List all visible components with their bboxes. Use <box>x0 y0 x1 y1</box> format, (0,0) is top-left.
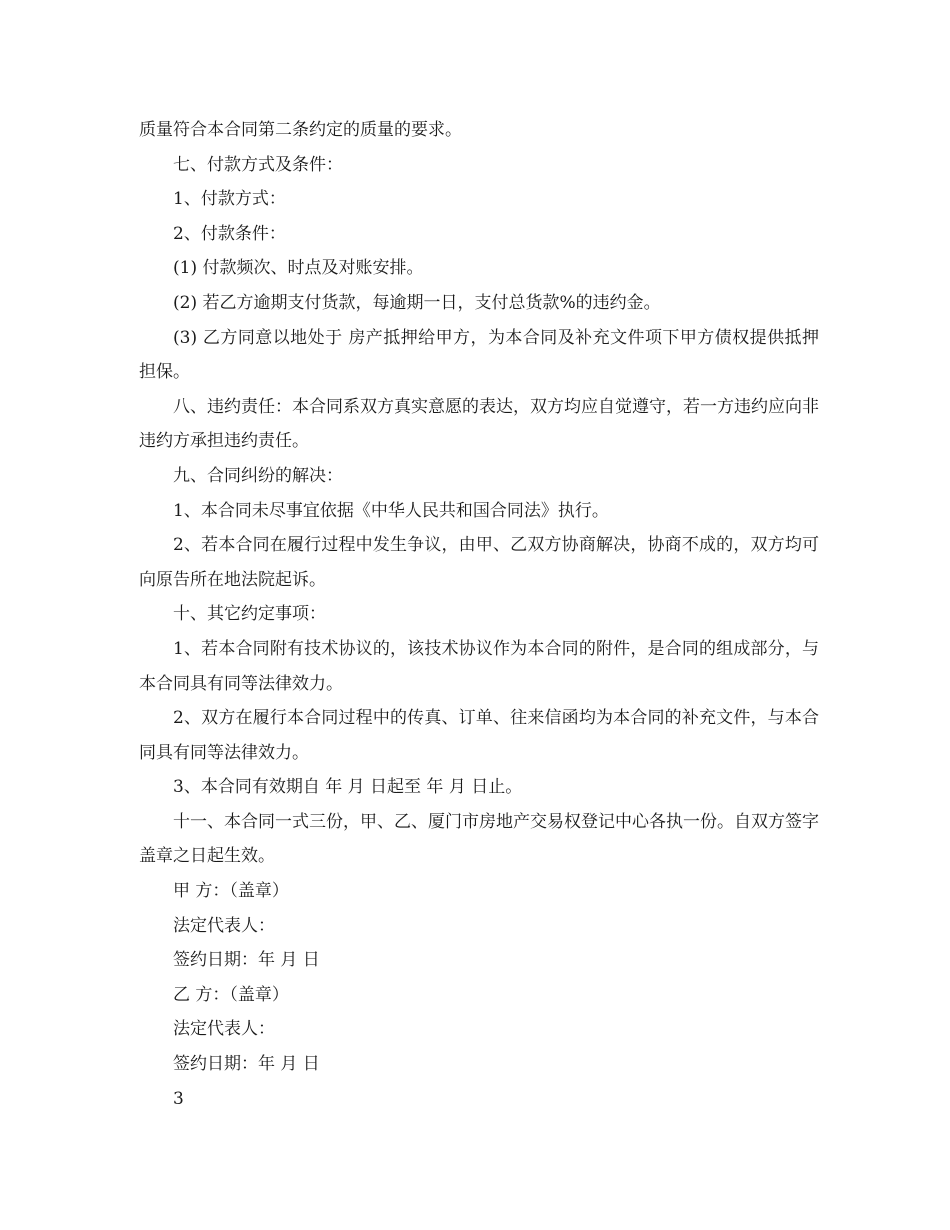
paragraph-dispute-2: 2、若本合同在履行过程中发生争议，由甲、乙双方协商解决，协商不成的，双方均可向原告所在地法院起诉。 <box>139 535 819 590</box>
paragraph-other-2: 2、双方在履行本合同过程中的传真、订单、往来信函均为本合同的补充文件，与本合同具有同等法律效力。 <box>139 708 819 763</box>
signature-party-b-date: 签约日期：年 月 日 <box>173 1054 320 1075</box>
signature-party-b-representative: 法定代表人： <box>173 1019 275 1040</box>
paragraph-breach-liability: 八、违约责任：本合同系双方真实意愿的表达，双方均应自觉遵守，若一方违约应向非违约方承担违约责任。 <box>139 396 819 452</box>
paragraph-other-3: 3、本合同有效期自 年 月 日起至 年 月 日止。 <box>173 777 523 798</box>
paragraph-copies-effectiveness: 十一、本合同一式三份，甲、乙、厦门市房地产交易权登记中心各执一份。自双方签字盖章之日起生效。 <box>139 811 819 867</box>
paragraph-payment-conditions: 2、付款条件： <box>173 223 286 244</box>
signature-party-a-date: 签约日期：年 月 日 <box>173 950 320 971</box>
paragraph-payment-condition-1: (1) 付款频次、时点及对账安排。 <box>173 258 424 279</box>
heading-other-matters: 十、其它约定事项： <box>173 604 326 625</box>
heading-dispute-resolution: 九、合同纠纷的解决： <box>173 465 343 486</box>
paragraph-other-1: 1、若本合同附有技术协议的，该技术协议作为本合同的附件，是合同的组成部分，与本合同具有同等法律效力。 <box>139 638 819 694</box>
paragraph-dispute-1: 1、本合同未尽事宜依据《中华人民共和国合同法》执行。 <box>173 500 609 521</box>
paragraph-payment-condition-3: (3) 乙方同意以地处于 房产抵押给甲方，为本合同及补充文件项下甲方债权提供抵押担保。 <box>139 327 819 383</box>
signature-party-a-representative: 法定代表人： <box>173 915 275 936</box>
paragraph-quality-clause-end: 质量符合本合同第二条约定的质量的要求。 <box>139 120 462 140</box>
paragraph-payment-method: 1、付款方式： <box>173 189 286 210</box>
signature-party-a: 甲 方：（盖章） <box>173 881 289 902</box>
document-body <box>139 113 819 1116</box>
heading-payment-terms: 七、付款方式及条件： <box>173 154 343 175</box>
signature-party-b: 乙 方：（盖章） <box>173 984 289 1005</box>
paragraph-payment-condition-2: (2) 若乙方逾期支付货款，每逾期一日，支付总货款%的违约金。 <box>173 292 661 313</box>
page-number: 3 <box>173 1088 184 1109</box>
